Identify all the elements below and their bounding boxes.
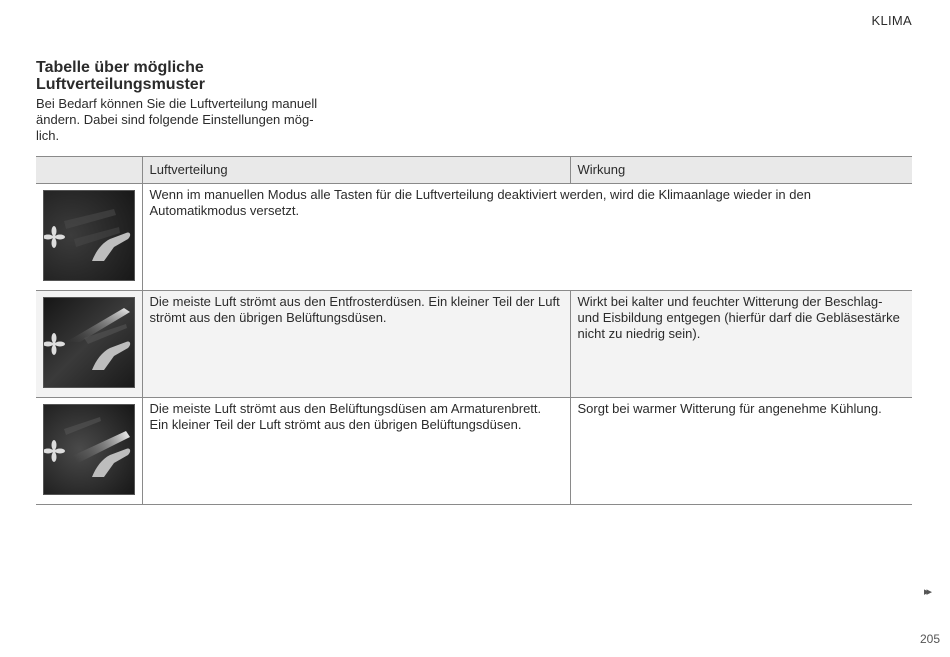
table-row (36, 398, 912, 505)
distribution-text: Wenn im manuellen Modus alle Tasten für die Luftverteilung deaktiviert werden, wird die Klimaanlage wieder in den Automatikmodus versetzt. (142, 184, 912, 291)
distribution-text: Die meiste Luft strömt aus den Entfrosterdüsen. Ein kleiner Teil der Luft strömt aus den übrigen Belüftungsdüsen. (142, 291, 570, 398)
icon-cell (36, 398, 142, 505)
intro-line-3: lich. (36, 128, 60, 143)
intro-line-2: ändern. Dabei sind folgende Einstellungen mög- (36, 112, 314, 127)
header-distribution: Luftverteilung (142, 157, 570, 184)
page-heading: Tabelle über mögliche Luftverteilungsmuster (36, 59, 205, 93)
effect-text: Sorgt bei warmer Witterung für angenehme Kühlung. (570, 398, 912, 505)
header-effect: Wirkung (570, 157, 912, 184)
icon-cell (36, 184, 142, 291)
air-distribution-table (36, 156, 912, 505)
air-distribution-dashboard-icon (43, 404, 135, 495)
distribution-text: Die meiste Luft strömt aus den Belüftungsdüsen am Armaturenbrett. Ein kleiner Teil der Luft strömt aus den übrigen Belüftungsdüsen. (142, 398, 570, 505)
continue-forward-icon: ▸▸ (924, 586, 930, 598)
effect-text: Wirkt bei kalter und feuchter Witterung der Beschlag- und Eisbildung entgegen (hierfür darf die Gebläsestärke nicht zu niedrig sein). (570, 291, 912, 398)
page-number: 205 (919, 632, 940, 646)
air-distribution-auto-icon (43, 190, 135, 281)
table-row (36, 291, 912, 398)
air-distribution-defroster-icon (43, 297, 135, 388)
intro-line-1: Bei Bedarf können Sie die Luftverteilung manuell (36, 96, 318, 111)
icon-cell (36, 291, 142, 398)
table-header-row (36, 157, 912, 184)
section-label: KLIMA (871, 13, 912, 28)
table-row (36, 184, 912, 291)
header-icon-column (36, 157, 142, 184)
intro-text (36, 96, 321, 144)
